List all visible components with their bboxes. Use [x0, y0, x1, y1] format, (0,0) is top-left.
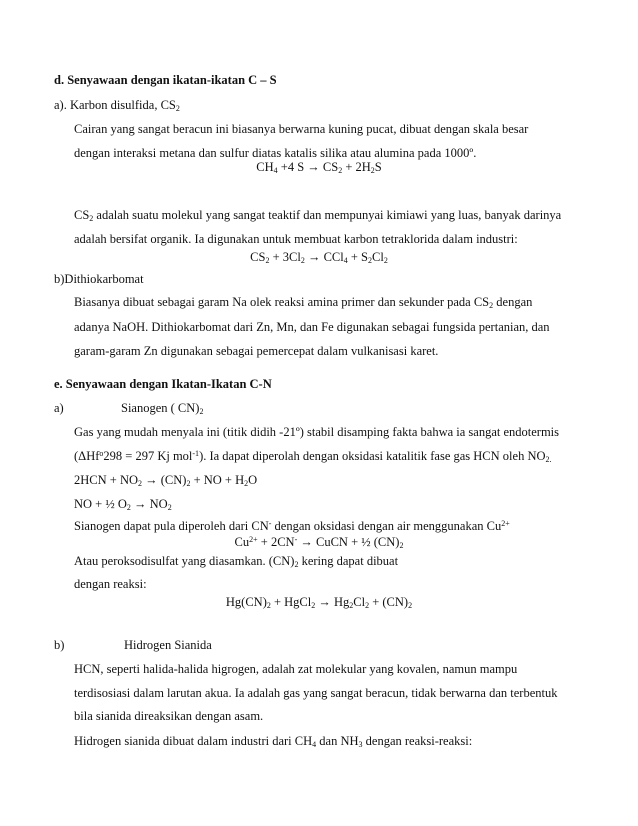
sianogen-title: Sianogen ( $CN)_2$ [121, 401, 204, 416]
paragraph-line: Biasanya dibuat sebagai garam Na olek reaksi amina primer dan sekunder pada $CS_2$ dengan [74, 295, 533, 310]
paragraph-line: (ΔHf$^o$298 = 297 Kj mol$^{-1}$). Ia dapat diperolah dengan oksidasi katalitik fase gas HCN oleh $NO_{2.}$ [74, 449, 552, 464]
paragraph-line: dengan reaksi: [74, 577, 147, 591]
paragraph-line: Atau peroksodisulfat yang diasamkan. $(CN)_2$ kering dapat dibuat [74, 554, 399, 569]
section-e-heading: e. Senyawaan dengan Ikatan-Ikatan C-N [54, 377, 272, 391]
paragraph-line: Cairan yang sangat beracun ini biasanya berwarna kuning pucat, dibuat dengan skala besar [74, 122, 529, 136]
paragraph-line: bila sianida direaksikan dengan asam. [74, 709, 264, 723]
equation-hg-cn: $Hg(CN)_2$ + HgCl$_2$ → $Hg_2Cl_2 + (CN)_2$ [225, 595, 413, 610]
dithiokarbomat-title: b)Dithiokarbomat [54, 272, 144, 286]
equation-hcn-no2: $2HCN + NO_2 \to (CN)_2$ + NO + $H_2O$ [74, 473, 258, 488]
paragraph-line: $CS_2$ adalah suatu molekul yang sangat teaktif dan mempunyai kimiawi yang luas, banyak darinya [74, 208, 562, 223]
paragraph-line: Sianogen dapat pula diperoleh dari CN- dengan oksidasi dengan air menggunakan $Cu^{2+}$ [74, 519, 510, 533]
carbon-disulfide-title: a). Karbon disulfida, $CS_2$ [54, 98, 180, 113]
paragraph-line: adalah bersifat organik. Ia digunakan untuk membuat karbon tetraklorida dalam industri: [74, 232, 518, 246]
sianogen-label: a) [54, 401, 64, 415]
paragraph-line: dengan interaksi metana dan sulfur diatas katalis silika atau alumina pada 1000º. [74, 146, 477, 160]
paragraph-line: adanya NaOH. Dithiokarbomat dari Zn, Mn, dan Fe digunakan sebagai fungsida pertanian, dan [74, 320, 550, 334]
paragraph-line: garam-garam Zn digunakan sebagai pemercepat dalam vulkanisasi karet. [74, 344, 439, 358]
equation-cs2-cl2: $CS_2 + 3Cl_2 \to CCl_4 + S_2Cl_2$ [250, 250, 388, 265]
equation-ch4-s: $CH_4 +4$ $S \to CS_2 + 2H_2S$ [256, 160, 382, 175]
paragraph-line: terdisosiasi dalam larutan akua. Ia adalah gas yang sangat beracun, tidak berwarna dan terbentuk [74, 686, 558, 700]
equation-cu-cn: $Cu^{2+} + 2CN^-$ → CuCN + ½ $(CN)_2$ [234, 535, 404, 550]
equation-no-o2: NO + ½ $O_2 \to NO_2$ [74, 497, 172, 512]
hcn-label: b) [54, 638, 65, 652]
paragraph-line: Hidrogen sianida dibuat dalam industri dari $CH_4$ dan $NH_3$ dengan reaksi-reaksi: [74, 734, 473, 749]
section-d-heading: d. Senyawaan dengan ikatan-ikatan C – S [54, 73, 277, 87]
paragraph-line: Gas yang mudah menyala ini (titik didih -21º) stabil disamping fakta bahwa ia sangat endotermis [74, 425, 560, 439]
paragraph-line: HCN, seperti halida-halida higrogen, adalah zat molekular yang kovalen, namun mampu [74, 662, 518, 676]
hcn-title: Hidrogen Sianida [124, 638, 212, 652]
